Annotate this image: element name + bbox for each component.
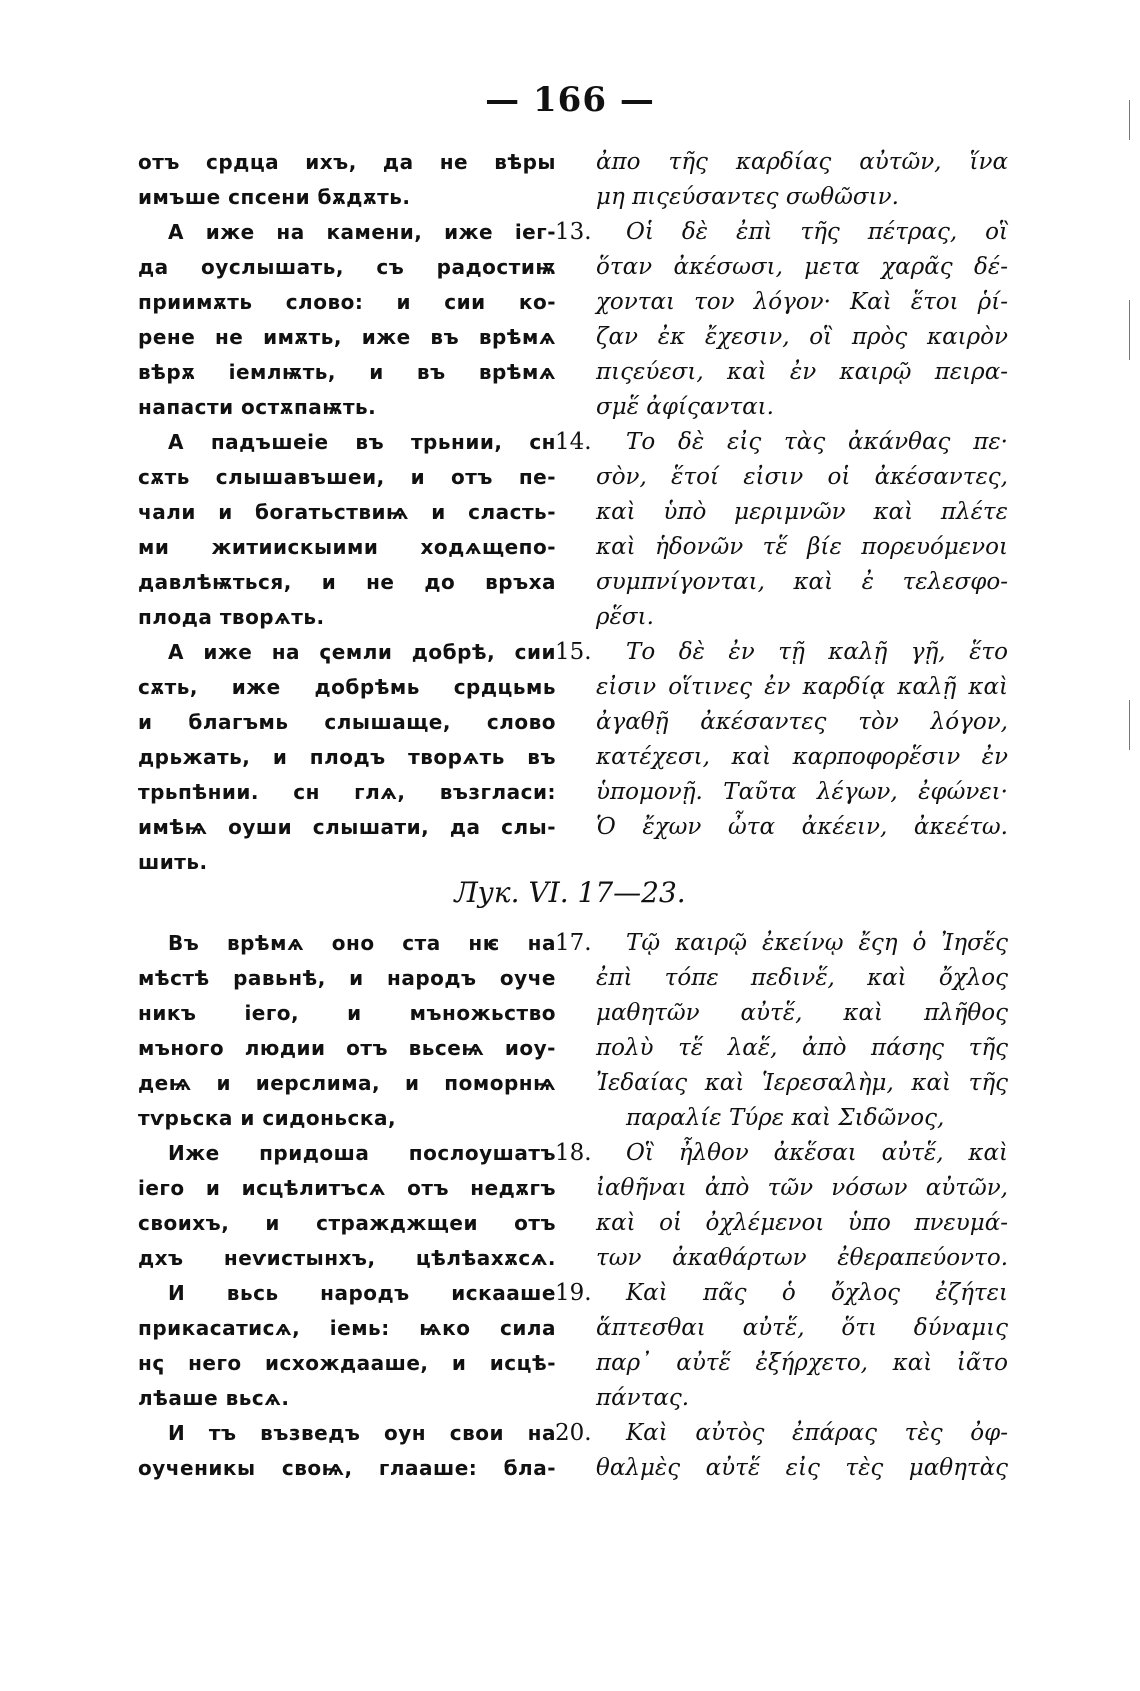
greek-text-line: συμπνίγονται, καὶ ἐ τελεσφο- [596, 569, 1008, 595]
greek-text-line: πιςεύεσι, καὶ ἐν καιρῷ πειρα- [596, 359, 1008, 385]
slavonic-text-line: А иже на камени, иже іег- [168, 220, 556, 244]
greek-text-line: παραλίε Τύρε καὶ Σιδῶνος, [626, 1105, 945, 1131]
greek-text-line: ἀγαθῇ ἀκέσαντες τὸν λόγον, [596, 709, 1008, 735]
church-slavonic-column-top [138, 145, 556, 880]
slavonic-text-line: тѵрьска и сидоньска, [138, 1106, 397, 1130]
slavonic-text-line: и благъмь слышаще, слово [138, 710, 556, 734]
slavonic-text-line: плода творѧть. [138, 605, 325, 629]
greek-text-line: ὅταν ἀκέσωσι, μετα χαρᾶς δέ- [596, 254, 1008, 280]
greek-text-line: Καὶ πᾶς ὁ ὄχλος ἐζήτει [626, 1280, 1008, 1306]
slavonic-text-line: напасти остѫпаѭть. [138, 395, 377, 419]
slavonic-text-line: да оуслышать, съ радостиѭ [138, 255, 556, 279]
slavonic-text-line: И вьсь народъ искааше [168, 1281, 556, 1305]
slavonic-text-line: приимѫть слово: и сии ко- [138, 290, 556, 314]
greek-text-line: των ἀκαθάρτων ἐθεραπεύοντο. [596, 1245, 1008, 1271]
slavonic-text-line: чали и богатьствиѩ и сласть- [138, 500, 556, 524]
slavonic-text-line: трьпѣнии. сн глѧ, възгласи: [138, 780, 556, 804]
greek-text-line: παρ᾽ αὐτἕ ἐξήρχετο, καὶ ἰᾶτο [596, 1350, 1008, 1376]
greek-text-line: καὶ ὑπὸ μεριμνῶν καὶ πλέτε [596, 499, 1008, 525]
slavonic-text-line: имъше спсени бѫдѫть. [138, 185, 411, 209]
slavonic-text-line: нҁ него исхождааше, и исцѣ- [138, 1351, 556, 1375]
slavonic-text-line: давлѣѭться, и не до връха [138, 570, 556, 594]
verse-number: 14. [555, 429, 592, 455]
greek-text-line: πάντας. [596, 1385, 690, 1411]
slavonic-text-line: вѣрѫ іемлѭть, и въ врѣмѧ [138, 360, 556, 384]
verse-number: 20. [555, 1420, 592, 1446]
slavonic-text-line: А иже на ҁемли добрѣ, сии [168, 640, 556, 664]
slavonic-text-line: сѫть, иже добрѣмь срдцьмь [138, 675, 556, 699]
slavonic-text-line: дхъ неѵистынхъ, цѣлѣахѫсѧ. [138, 1246, 556, 1270]
greek-text-line: Το δὲ ἐν τῇ καλῇ γῇ, ἕτο [626, 639, 1008, 665]
slavonic-text-line: іего и исцѣлитъсѧ отъ недѫгъ [138, 1176, 556, 1200]
greek-text-line: ἰαθῆναι ἀπὸ τῶν νόσων αὐτῶν, [596, 1175, 1008, 1201]
page-number: — 166 — [485, 80, 655, 120]
slavonic-text-line: оученикы своѩ, глааше: бла- [138, 1456, 556, 1480]
slavonic-text-line: лѣаше вьсѧ. [138, 1386, 290, 1410]
slavonic-text-line: мъного людии отъ вьсеѩ иоу- [138, 1036, 556, 1060]
page-edge-mark [1129, 700, 1130, 750]
greek-text-line: καὶ ἡδονῶν τἕ βίε πορευόμενοι [596, 534, 1008, 560]
greek-text-line: ζαν ἐκ ἔχεσιν, οἳ πρὸς καιρὸν [596, 324, 1008, 350]
slavonic-text-line: рене не имѫть, иже въ врѣмѧ [138, 325, 556, 349]
greek-text-line: Τῷ καιρῷ ἐκείνῳ ἔςη ὁ Ἰησἕς [626, 930, 1008, 956]
slavonic-text-line: ми житиискыими ходѧщепо- [138, 535, 556, 559]
slavonic-text-line: дрьжать, и плодъ творѧть въ [138, 745, 556, 769]
verse-number: 15. [555, 639, 592, 665]
greek-text-line: Το δὲ εἰς τὰς ἀκάνθας πε· [626, 429, 1008, 455]
slavonic-text-line: никъ іего, и мъножьство [138, 1001, 556, 1025]
slavonic-text-line: прикасатисѧ, іемь: ѩко сила [138, 1316, 556, 1340]
greek-text-line: σὸν, ἕτοί εἰσιν οἱ ἀκέσαντες, [596, 464, 1008, 490]
slavonic-text-line: сѫть слышавъшеи, и отъ пе- [138, 465, 556, 489]
slavonic-text-line: отъ срдца ихъ, да не вѣры [138, 150, 556, 174]
section-reference: Лук. VI. 17—23. [454, 876, 686, 909]
page-edge-mark [1129, 300, 1130, 360]
slavonic-text-line: имѣѩ оуши слышати, да слы- [138, 815, 556, 839]
greek-text-line: ἐπὶ τόπε πεδινἕ, καὶ ὄχλος [596, 965, 1008, 991]
page-edge-mark [1129, 100, 1130, 140]
greek-text-line: θαλμὲς αὐτἕ εἰς τὲς μαθητὰς [596, 1455, 1008, 1481]
greek-text-line: εἰσιν οἵτινες ἐν καρδίᾳ καλῇ καὶ [596, 674, 1008, 700]
greek-text-line: ὑπομονῇ. Ταῦτα λέγων, ἐφώνει· [596, 779, 1008, 805]
slavonic-text-line: своихъ, и стражджщеи отъ [138, 1211, 556, 1235]
greek-text-line: καὶ οἱ ὀχλέμενοι ὑπο πνευμά- [596, 1210, 1008, 1236]
greek-text-line: Οἱ δὲ ἐπὶ τῆς πέτρας, οἳ [626, 219, 1008, 245]
slavonic-text-line: Иже придоша послоушатъ [168, 1141, 556, 1165]
greek-text-line: ρἕσι. [596, 604, 654, 630]
greek-text-line: μαθητῶν αὐτἕ, καὶ πλῆθος [596, 1000, 1008, 1026]
verse-number: 18. [555, 1140, 592, 1166]
slavonic-text-line: Въ врѣмѧ оно ста нѥ на [168, 931, 556, 955]
greek-column-top [596, 145, 1008, 845]
greek-text-line: ἅπτεσθαι αὐτἕ, ὅτι δύναμις [596, 1315, 1008, 1341]
slavonic-text-line: мѣстѣ равьнѣ, и народъ оуче [138, 966, 556, 990]
greek-column-bottom [596, 926, 1008, 1486]
greek-text-line: χονται τον λόγον· Καὶ ἕτοι ῥί- [596, 289, 1008, 315]
verse-number: 17. [555, 930, 592, 956]
greek-text-line: Οἳ ἦλθον ἀκἕσαι αὐτἕ, καὶ [626, 1140, 1008, 1166]
church-slavonic-column-bottom [138, 926, 556, 1486]
greek-text-line: κατέχεσι, καὶ καρποφορἕσιν ἐν [596, 744, 1008, 770]
verse-number: 13. [555, 219, 592, 245]
greek-text-line: Ἰεδαίας καὶ Ἱερεσαλὴμ, καὶ τῆς [596, 1070, 1008, 1096]
greek-text-line: πολὺ τἕ λαἕ, ἀπὸ πάσης τῆς [596, 1035, 1008, 1061]
greek-text-line: μη πιςεύσαντες σωθῶσιν. [596, 184, 899, 210]
greek-text-line: Ὁ ἔχων ὦτα ἀκέειν, ἀκεέτω. [596, 814, 1008, 840]
slavonic-text-line: деѩ и иерслима, и поморнѩ [138, 1071, 556, 1095]
slavonic-text-line: шить. [138, 850, 208, 874]
greek-text-line: Καὶ αὐτὸς ἐπάρας τὲς ὀφ- [626, 1420, 1008, 1446]
slavonic-text-line: И тъ възведъ оун свои на [168, 1421, 556, 1445]
greek-text-line: ἀπο τῆς καρδίας αὐτῶν, ἵνα [596, 149, 1008, 175]
greek-text-line: σμἕ ἀφίςανται. [596, 394, 774, 420]
slavonic-text-line: А падъшеіе въ трьнии, сн [168, 430, 556, 454]
verse-number: 19. [555, 1280, 592, 1306]
